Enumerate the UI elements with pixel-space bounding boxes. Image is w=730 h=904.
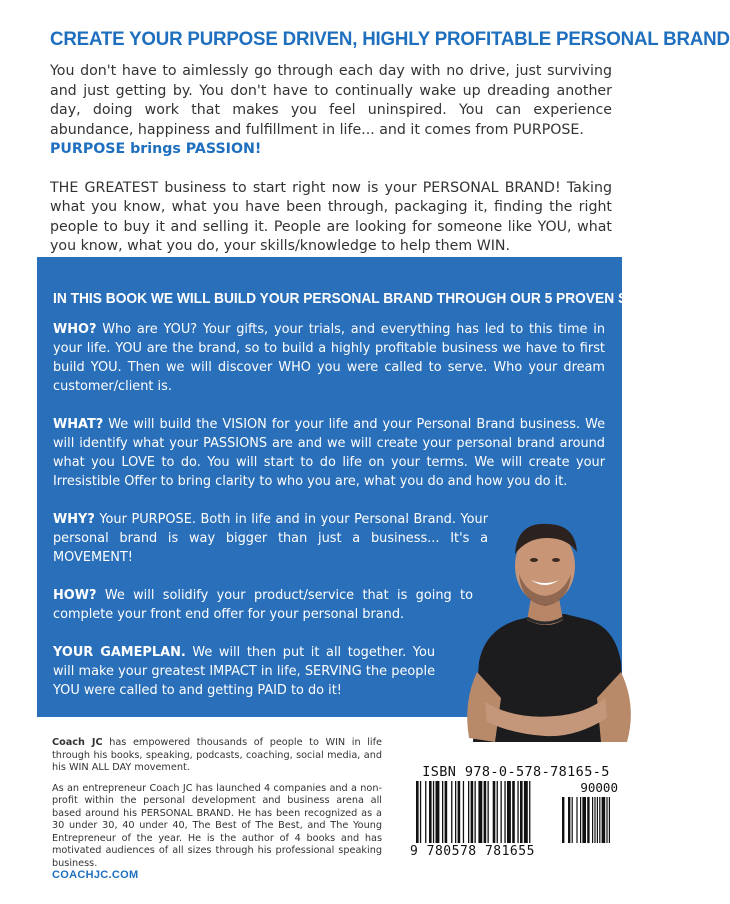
bio-text-1: has empowered thousands of people to WIN in life through his books, speaking, podcasts, coaching, social media, and his WIN ALL DAY movement. <box>52 737 382 773</box>
step-who-text: Who are YOU? Your gifts, your trials, and everything has led to this time in your life. YOU are the brand, so to build a highly profitable business we have to first build YOU. Then we will discover WHO you were called to serve. Who your dream customer/client is. <box>53 322 605 394</box>
step-gameplan-text: We will then put it all together. You will make your greatest IMPACT in life, SERVING the people YOU were called to and getting PAID to do it! <box>53 645 436 698</box>
intro-paragraph-2: THE GREATEST business to start right now is your PERSONAL BRAND! Taking what you know, what you have been through, packaging it, finding the right people to buy it and selling it. People are looking for someone like YOU, what you know, what you do, your skills/knowledge to help them WIN. <box>50 179 612 254</box>
step-why-text: Your PURPOSE. Both in life and in your Personal Brand. Your personal brand is way bigger than just a business... It's a MOVEMENT! <box>53 512 488 565</box>
step-what <box>53 415 605 491</box>
intro-paragraph-1 <box>50 62 612 160</box>
step-who <box>53 320 605 396</box>
step-who-lead: WHO? <box>53 322 97 337</box>
barcode-ean-digits: 9 780578 781655 <box>410 844 535 859</box>
step-what-text: We will build the VISION for your life and your Personal Brand business. We will identify what your PASSIONS are and we will create your personal brand around what you LOVE to do. You will start to do life on your terms. We will create your Irresistible Offer to bring clarity to who you are, what you do and how you do it. <box>53 417 605 489</box>
step-why-lead: WHY? <box>53 512 95 527</box>
intro-text-1: You don't have to aimlessly go through each day with no drive, just surviving and just getting by. You don't have to continually wake up dreading another day, doing work that makes you feel uninspired. You can experience abundance, happiness and fulfillment in life... and it comes from PURPOSE. <box>50 63 612 138</box>
bio-paragraph-2: As an entrepreneur Coach JC has launched 4 companies and a non-profit within the personal development and business arena all based around his PERSONAL BRAND. He has been recognized as a 30 under 30, 40 under 40, The Best of The Best, and The Young Entrepreneur of the year. He is the author of 4 books and has motivated audiences of all sizes through his professional speaking business. <box>52 782 382 869</box>
bio-paragraph-1 <box>52 737 382 775</box>
website-link[interactable]: COACHJC.COM <box>52 869 139 881</box>
step-how-lead: HOW? <box>53 588 97 603</box>
intro-section <box>50 62 612 257</box>
step-gameplan-lead: YOUR GAMEPLAN. <box>53 645 186 660</box>
panel-title: IN THIS BOOK WE WILL BUILD YOUR PERSONAL BRAND THROUGH OUR 5 PROVEN STEPS: <box>53 291 668 307</box>
author-name: Coach JC <box>52 737 103 748</box>
steps-panel <box>37 257 668 717</box>
step-how <box>53 586 473 624</box>
coach-portrait-image <box>455 502 635 742</box>
step-what-lead: WHAT? <box>53 417 104 432</box>
author-bio <box>52 737 382 878</box>
step-how-text: We will solidify your product/service that is going to complete your front end offer for your personal brand. <box>53 588 473 622</box>
step-why <box>53 510 488 567</box>
barcode-addon-digits: 90000 <box>580 780 618 795</box>
isbn-barcode <box>410 764 622 860</box>
intro-tagline: PURPOSE brings PASSION! <box>50 141 262 157</box>
headline: CREATE YOUR PURPOSE DRIVEN, HIGHLY PROFITABLE PERSONAL BRAND <box>50 28 730 50</box>
isbn-label: ISBN 978-0-578-78165-5 <box>422 764 610 780</box>
step-gameplan <box>53 643 435 700</box>
